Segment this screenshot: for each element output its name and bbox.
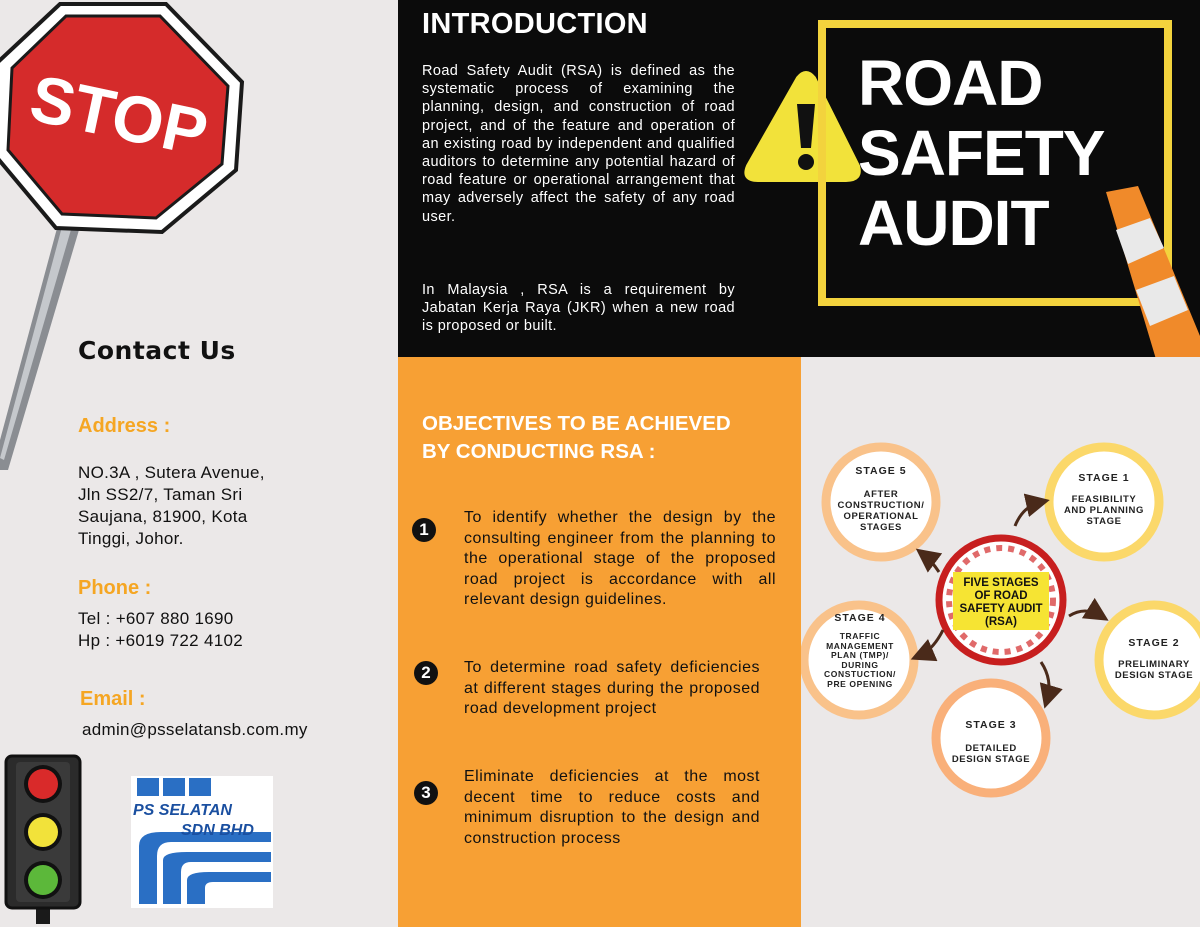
logo-text-line1: PS SELATAN xyxy=(133,802,232,819)
banner-line: AUDIT xyxy=(858,187,1049,259)
contact-title: Contact Us xyxy=(78,336,236,365)
stop-sign-illustration xyxy=(0,0,260,480)
hp-number: Hp : +6019 722 4102 xyxy=(78,631,243,650)
stage-desc: TRAFFIC MANAGEMENT PLAN (TMP)/ DURING CONSTUCTION/ PRE OPENING xyxy=(824,631,896,689)
stage-2-label xyxy=(1104,637,1200,681)
center-label-line: FIVE STAGES xyxy=(963,577,1039,589)
stage-3-label xyxy=(941,719,1041,765)
objective-number-2: 2 xyxy=(414,661,438,685)
center-label-line: OF ROAD xyxy=(974,590,1028,602)
intro-paragraph: Road Safety Audit (RSA) is defined as the systematic process of examining the planning, design, and construction of road project, and of the feature and operation of an existing road by independent and qualified auditors to determine any potential hazard of road feature or operational arrangement that may adversely affect the safety of any road user. xyxy=(422,63,735,225)
logo-text-line2: SDN BHD xyxy=(181,822,254,839)
center-label-line: (RSA) xyxy=(985,616,1017,628)
objectives-title-line: OBJECTIVES TO BE ACHIEVED xyxy=(422,412,731,435)
objective-text-2: To determine road safety deficiencies at different stages during the proposed road development project xyxy=(464,659,760,717)
stage-title: STAGE 3 xyxy=(965,719,1017,731)
stage-1-label xyxy=(1054,472,1154,527)
objective-text-3: Eliminate deficiencies at the most decent time to reduce costs and minimum disruption to the design and construction process xyxy=(464,768,760,847)
tel-number: Tel : +607 880 1690 xyxy=(78,609,234,628)
stage-desc: AFTER CONSTRUCTION/ OPERATIONAL STAGES xyxy=(837,489,925,533)
objectives-title xyxy=(422,410,782,466)
objective-number-1: 1 xyxy=(412,518,436,542)
phone-block xyxy=(78,608,243,652)
company-logo xyxy=(131,776,273,908)
objective-text-1: To identify whether the design by the consulting engineer from the planning to the operational stage of the proposed road project is accordance with all relevant design guidelines. xyxy=(464,509,776,608)
objectives-title-line: BY CONDUCTING RSA : xyxy=(422,440,656,463)
stage-desc: FEASIBILITY AND PLANNING STAGE xyxy=(1063,494,1145,527)
email-address[interactable]: admin@psselatansb.com.my xyxy=(82,720,308,739)
address-block xyxy=(78,462,265,550)
banner-line: SAFETY xyxy=(858,117,1105,189)
stage-desc: PRELIMINARY DESIGN STAGE xyxy=(1114,659,1194,681)
banner-line: ROAD xyxy=(858,47,1043,119)
stage-title: STAGE 4 xyxy=(834,612,886,624)
objective-number-3: 3 xyxy=(414,781,438,805)
center-label-line: SAFETY AUDIT xyxy=(959,603,1043,615)
intro-paragraph: In Malaysia , RSA is a requirement by Jabatan Kerja Raya (JKR) when a new road is proposed or built. xyxy=(422,282,735,335)
address-line: Tinggi, Johor. xyxy=(78,529,184,548)
address-line: Jln SS2/7, Taman Sri xyxy=(78,485,243,504)
stage-desc: DETAILED DESIGN STAGE xyxy=(951,743,1031,765)
logo-graphic xyxy=(131,776,273,908)
address-label: Address : xyxy=(78,415,171,437)
address-line: Saujana, 81900, Kota xyxy=(78,507,248,526)
email-label: Email : xyxy=(80,688,146,710)
address-line: NO.3A , Sutera Avenue, xyxy=(78,463,265,482)
center-label xyxy=(953,577,1049,629)
intro-title: INTRODUCTION xyxy=(422,8,648,40)
stage-title: STAGE 2 xyxy=(1128,637,1180,649)
phone-label: Phone : xyxy=(78,577,152,599)
banner-title xyxy=(858,48,1104,258)
stage-5-label xyxy=(831,465,931,533)
stage-4-label xyxy=(810,612,910,689)
traffic-light-icon xyxy=(2,752,86,924)
stage-title: STAGE 5 xyxy=(855,465,907,477)
stage-title: STAGE 1 xyxy=(1078,472,1130,484)
stop-sign-text: STOP xyxy=(24,60,215,170)
